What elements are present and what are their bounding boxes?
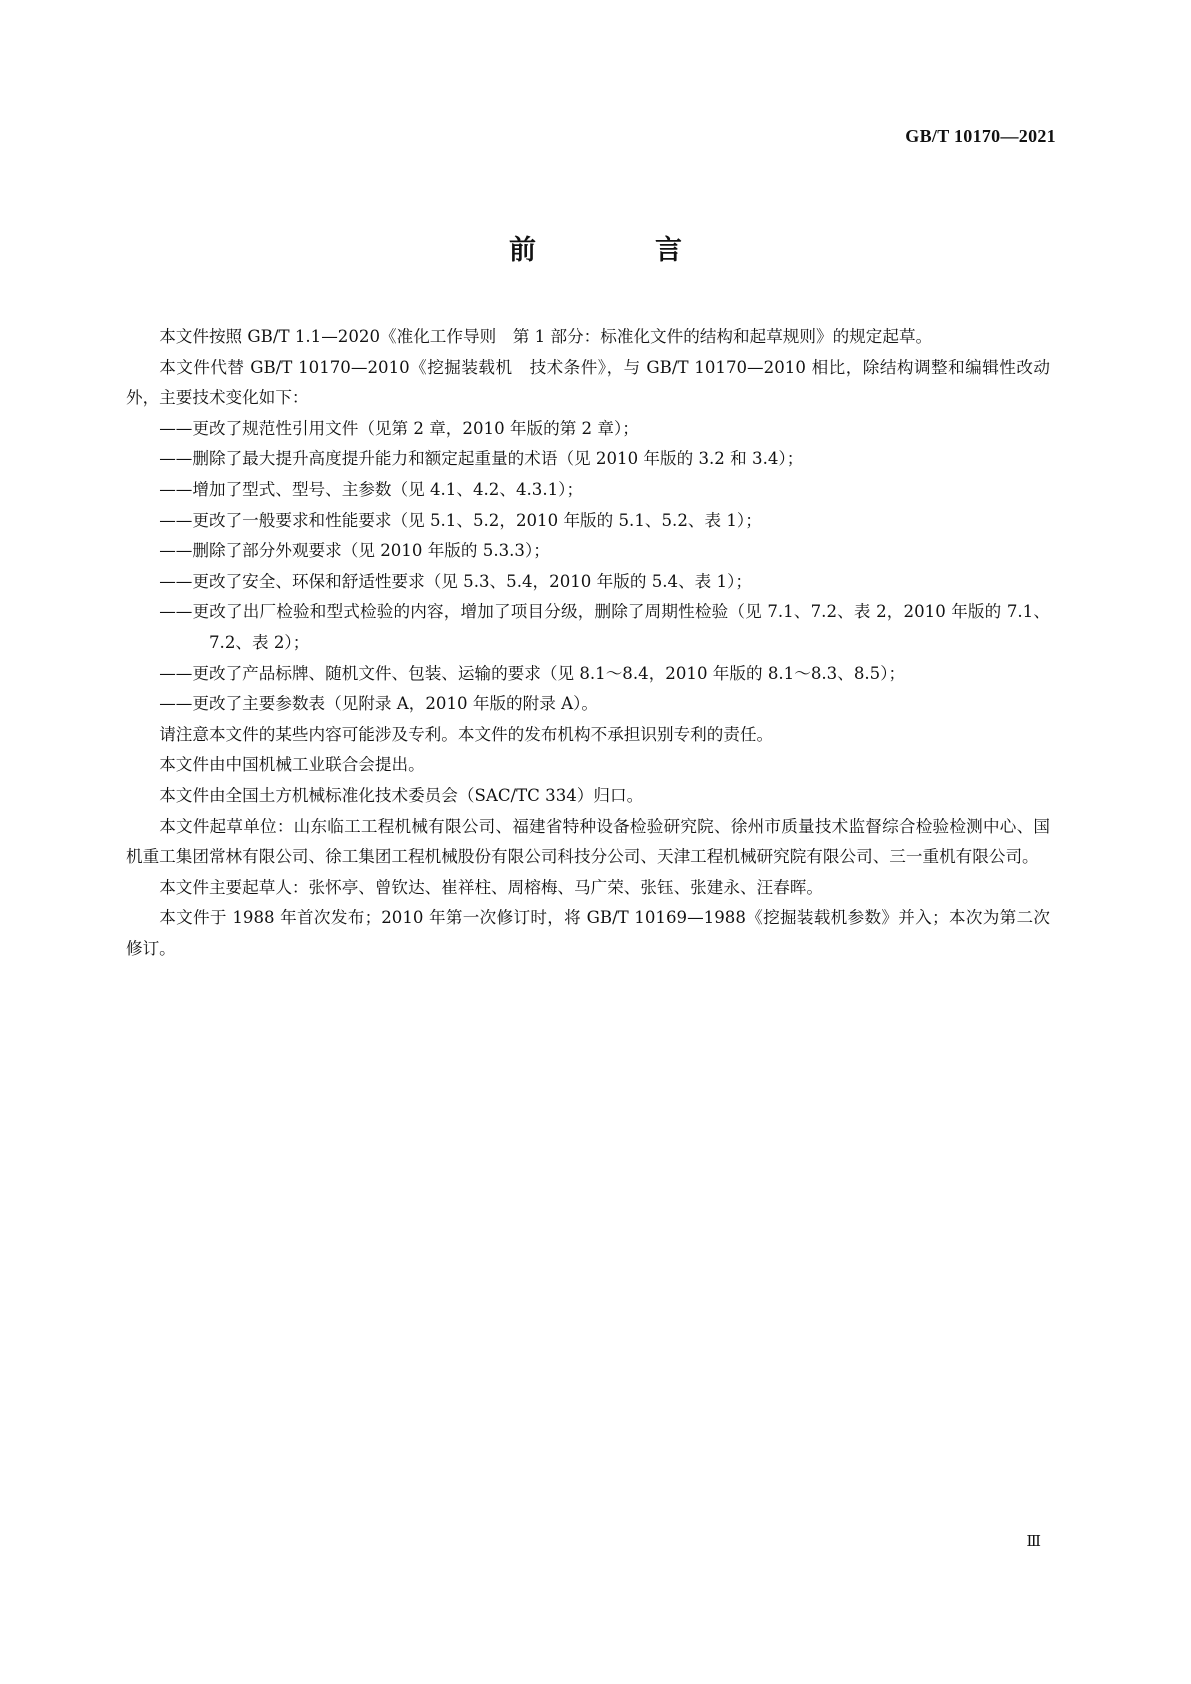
change-item: ——更改了产品标牌、随机文件、包装、运输的要求（见 8.1～8.4，2010 年版的 8.1～8.3、8.5）； — [159, 663, 906, 683]
paragraph-replacement: 本文件代替 GB/T 10170—2010《挖掘装载机 技术条件》，与 GB/T 10170—2010 相比，除结构调整和编辑性改动外，主要技术变化如下： — [126, 357, 1050, 408]
change-item: ——更改了一般要求和性能要求（见 5.1、5.2，2010 年版的 5.1、5.2、表 1）； — [159, 510, 762, 530]
paragraph-committee: 本文件由全国土方机械标准化技术委员会（SAC/TC 334）归口。 — [159, 785, 644, 805]
paragraph-patent-notice: 请注意本文件的某些内容可能涉及专利。本文件的发布机构不承担识别专利的责任。 — [159, 724, 774, 744]
paragraph-history: 本文件于 1988 年首次发布；2010 年第一次修订时，将 GB/T 10169—1988《挖掘装载机参数》并入；本次为第二次修订。 — [126, 908, 1050, 958]
change-item: ——更改了主要参数表（见附录 A，2010 年版的附录 A）。 — [159, 694, 598, 714]
change-item: ——删除了最大提升高度提升能力和额定起重量的术语（见 2010 年版的 3.2 和 3.4）； — [159, 449, 804, 469]
paragraph-proposer: 本文件由中国机械工业联合会提出。 — [159, 755, 425, 775]
change-item: ——更改了规范性引用文件（见第 2 章，2010 年版的第 2 章）； — [159, 418, 639, 438]
paragraph-drafting-units: 本文件起草单位：山东临工工程机械有限公司、福建省特种设备检验研究院、徐州市质量技术监督综合检验检测中心、国机重工集团常林有限公司、徐工集团工程机械股份有限公司科技分公司、天津工程机械研究院有限公司、三一重机有限公司。 — [126, 816, 1050, 867]
foreword-body — [126, 322, 1050, 964]
paragraph-drafters: 本文件主要起草人：张怀亭、曾钦达、崔祥柱、周榕梅、马广荣、张钰、张建永、汪春晖。 — [159, 877, 823, 897]
page-number: Ⅲ — [1026, 1534, 1041, 1550]
change-item: ——更改了安全、环保和舒适性要求（见 5.3、5.4，2010 年版的 5.4、表 1）； — [159, 571, 752, 591]
page-title: 前 言 — [509, 235, 728, 266]
change-item: ——更改了出厂检验和型式检验的内容，增加了项目分级，删除了周期性检验（见 7.1、7.2、表 2，2010 年版的 7.1、7.2、表 2）； — [159, 602, 1050, 652]
change-item: ——增加了型式、型号、主参数（见 4.1、4.2、4.3.1）； — [159, 479, 584, 499]
standard-code: GB/T 10170—2021 — [905, 126, 1056, 146]
paragraph-drafting-rules: 本文件按照 GB/T 1.1—2020《准化工作导则 第 1 部分：标准化文件的结构和起草规则》的规定起草。 — [159, 327, 933, 346]
change-item: ——删除了部分外观要求（见 2010 年版的 5.3.3）； — [159, 541, 550, 561]
